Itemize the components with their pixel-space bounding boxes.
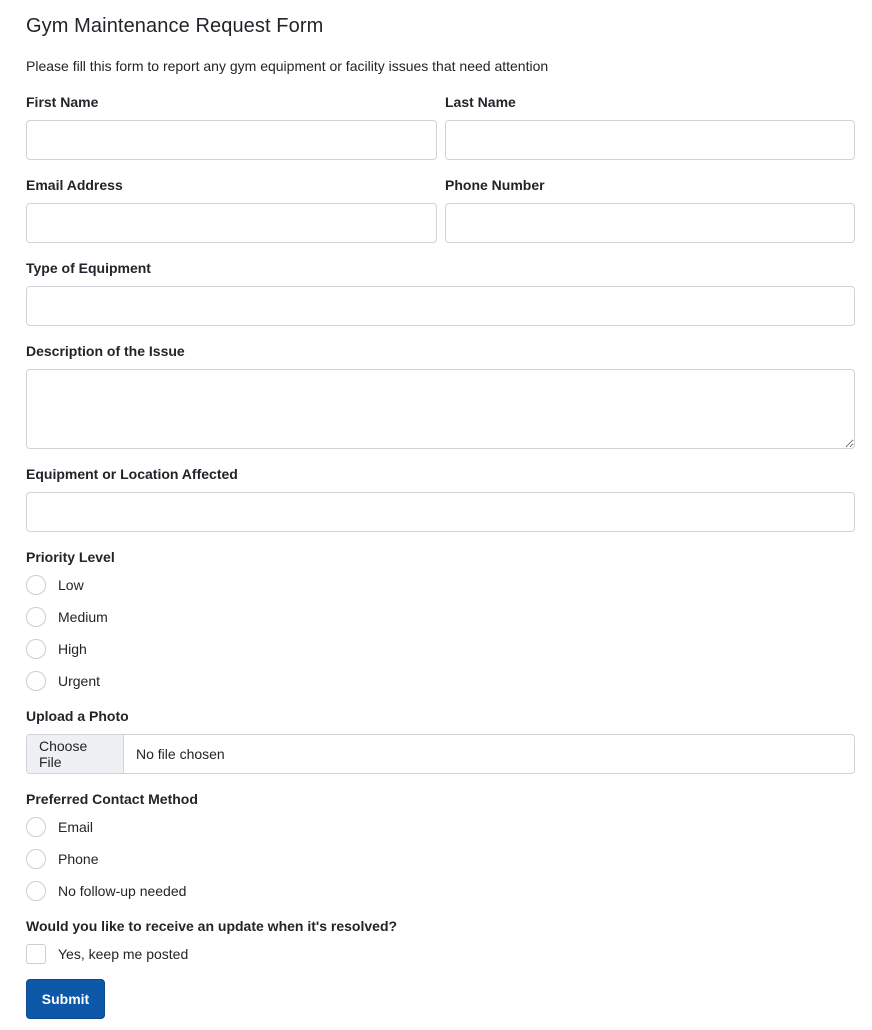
priority-medium-radio[interactable] xyxy=(26,607,46,627)
photo-file-input[interactable] xyxy=(26,734,855,774)
priority-option-low[interactable] xyxy=(26,574,84,596)
equipment-type-label: Type of Equipment xyxy=(26,260,151,276)
contact-none-label: No follow-up needed xyxy=(58,883,187,899)
first-name-input[interactable] xyxy=(26,120,437,160)
priority-urgent-label: Urgent xyxy=(58,673,101,689)
update-question: Would you like to receive an update when it's resolved? xyxy=(26,918,398,934)
first-name-label: First Name xyxy=(26,94,99,110)
contact-option-none[interactable] xyxy=(26,880,186,902)
contact-email-radio[interactable] xyxy=(26,817,46,837)
contact-option-email[interactable] xyxy=(26,816,93,838)
description-textarea[interactable] xyxy=(26,369,855,449)
phone-label: Phone Number xyxy=(445,177,545,193)
contact-option-phone[interactable] xyxy=(26,848,98,870)
file-status-text: No file chosen xyxy=(136,746,225,762)
upload-label: Upload a Photo xyxy=(26,708,129,724)
priority-high-radio[interactable] xyxy=(26,639,46,659)
description-label: Description of the Issue xyxy=(26,343,185,359)
priority-low-label: Low xyxy=(58,577,84,593)
priority-option-urgent[interactable] xyxy=(26,670,100,692)
priority-high-label: High xyxy=(58,641,87,657)
submit-button[interactable]: Submit xyxy=(26,979,105,1019)
contact-method-label: Preferred Contact Method xyxy=(26,791,198,807)
location-input[interactable] xyxy=(26,492,855,532)
priority-medium-label: Medium xyxy=(58,609,108,625)
update-checkbox[interactable] xyxy=(26,944,46,964)
contact-none-radio[interactable] xyxy=(26,881,46,901)
contact-phone-radio[interactable] xyxy=(26,849,46,869)
contact-email-label: Email xyxy=(58,819,94,835)
priority-urgent-radio[interactable] xyxy=(26,671,46,691)
email-label: Email Address xyxy=(26,177,123,193)
email-input[interactable] xyxy=(26,203,437,243)
last-name-label: Last Name xyxy=(445,94,516,110)
priority-label: Priority Level xyxy=(26,549,115,565)
form-intro: Please fill this form to report any gym equipment or facility issues that need attention xyxy=(26,58,549,74)
update-option[interactable] xyxy=(26,943,188,965)
update-checkbox-label: Yes, keep me posted xyxy=(58,946,189,962)
phone-input[interactable] xyxy=(445,203,855,243)
priority-low-radio[interactable] xyxy=(26,575,46,595)
priority-option-high[interactable] xyxy=(26,638,87,660)
form-title: Gym Maintenance Request Form xyxy=(26,15,324,37)
location-label: Equipment or Location Affected xyxy=(26,466,238,482)
last-name-input[interactable] xyxy=(445,120,855,160)
equipment-type-input[interactable] xyxy=(26,286,855,326)
priority-option-medium[interactable] xyxy=(26,606,108,628)
contact-phone-label: Phone xyxy=(58,851,99,867)
choose-file-button[interactable]: Choose File xyxy=(27,735,124,773)
